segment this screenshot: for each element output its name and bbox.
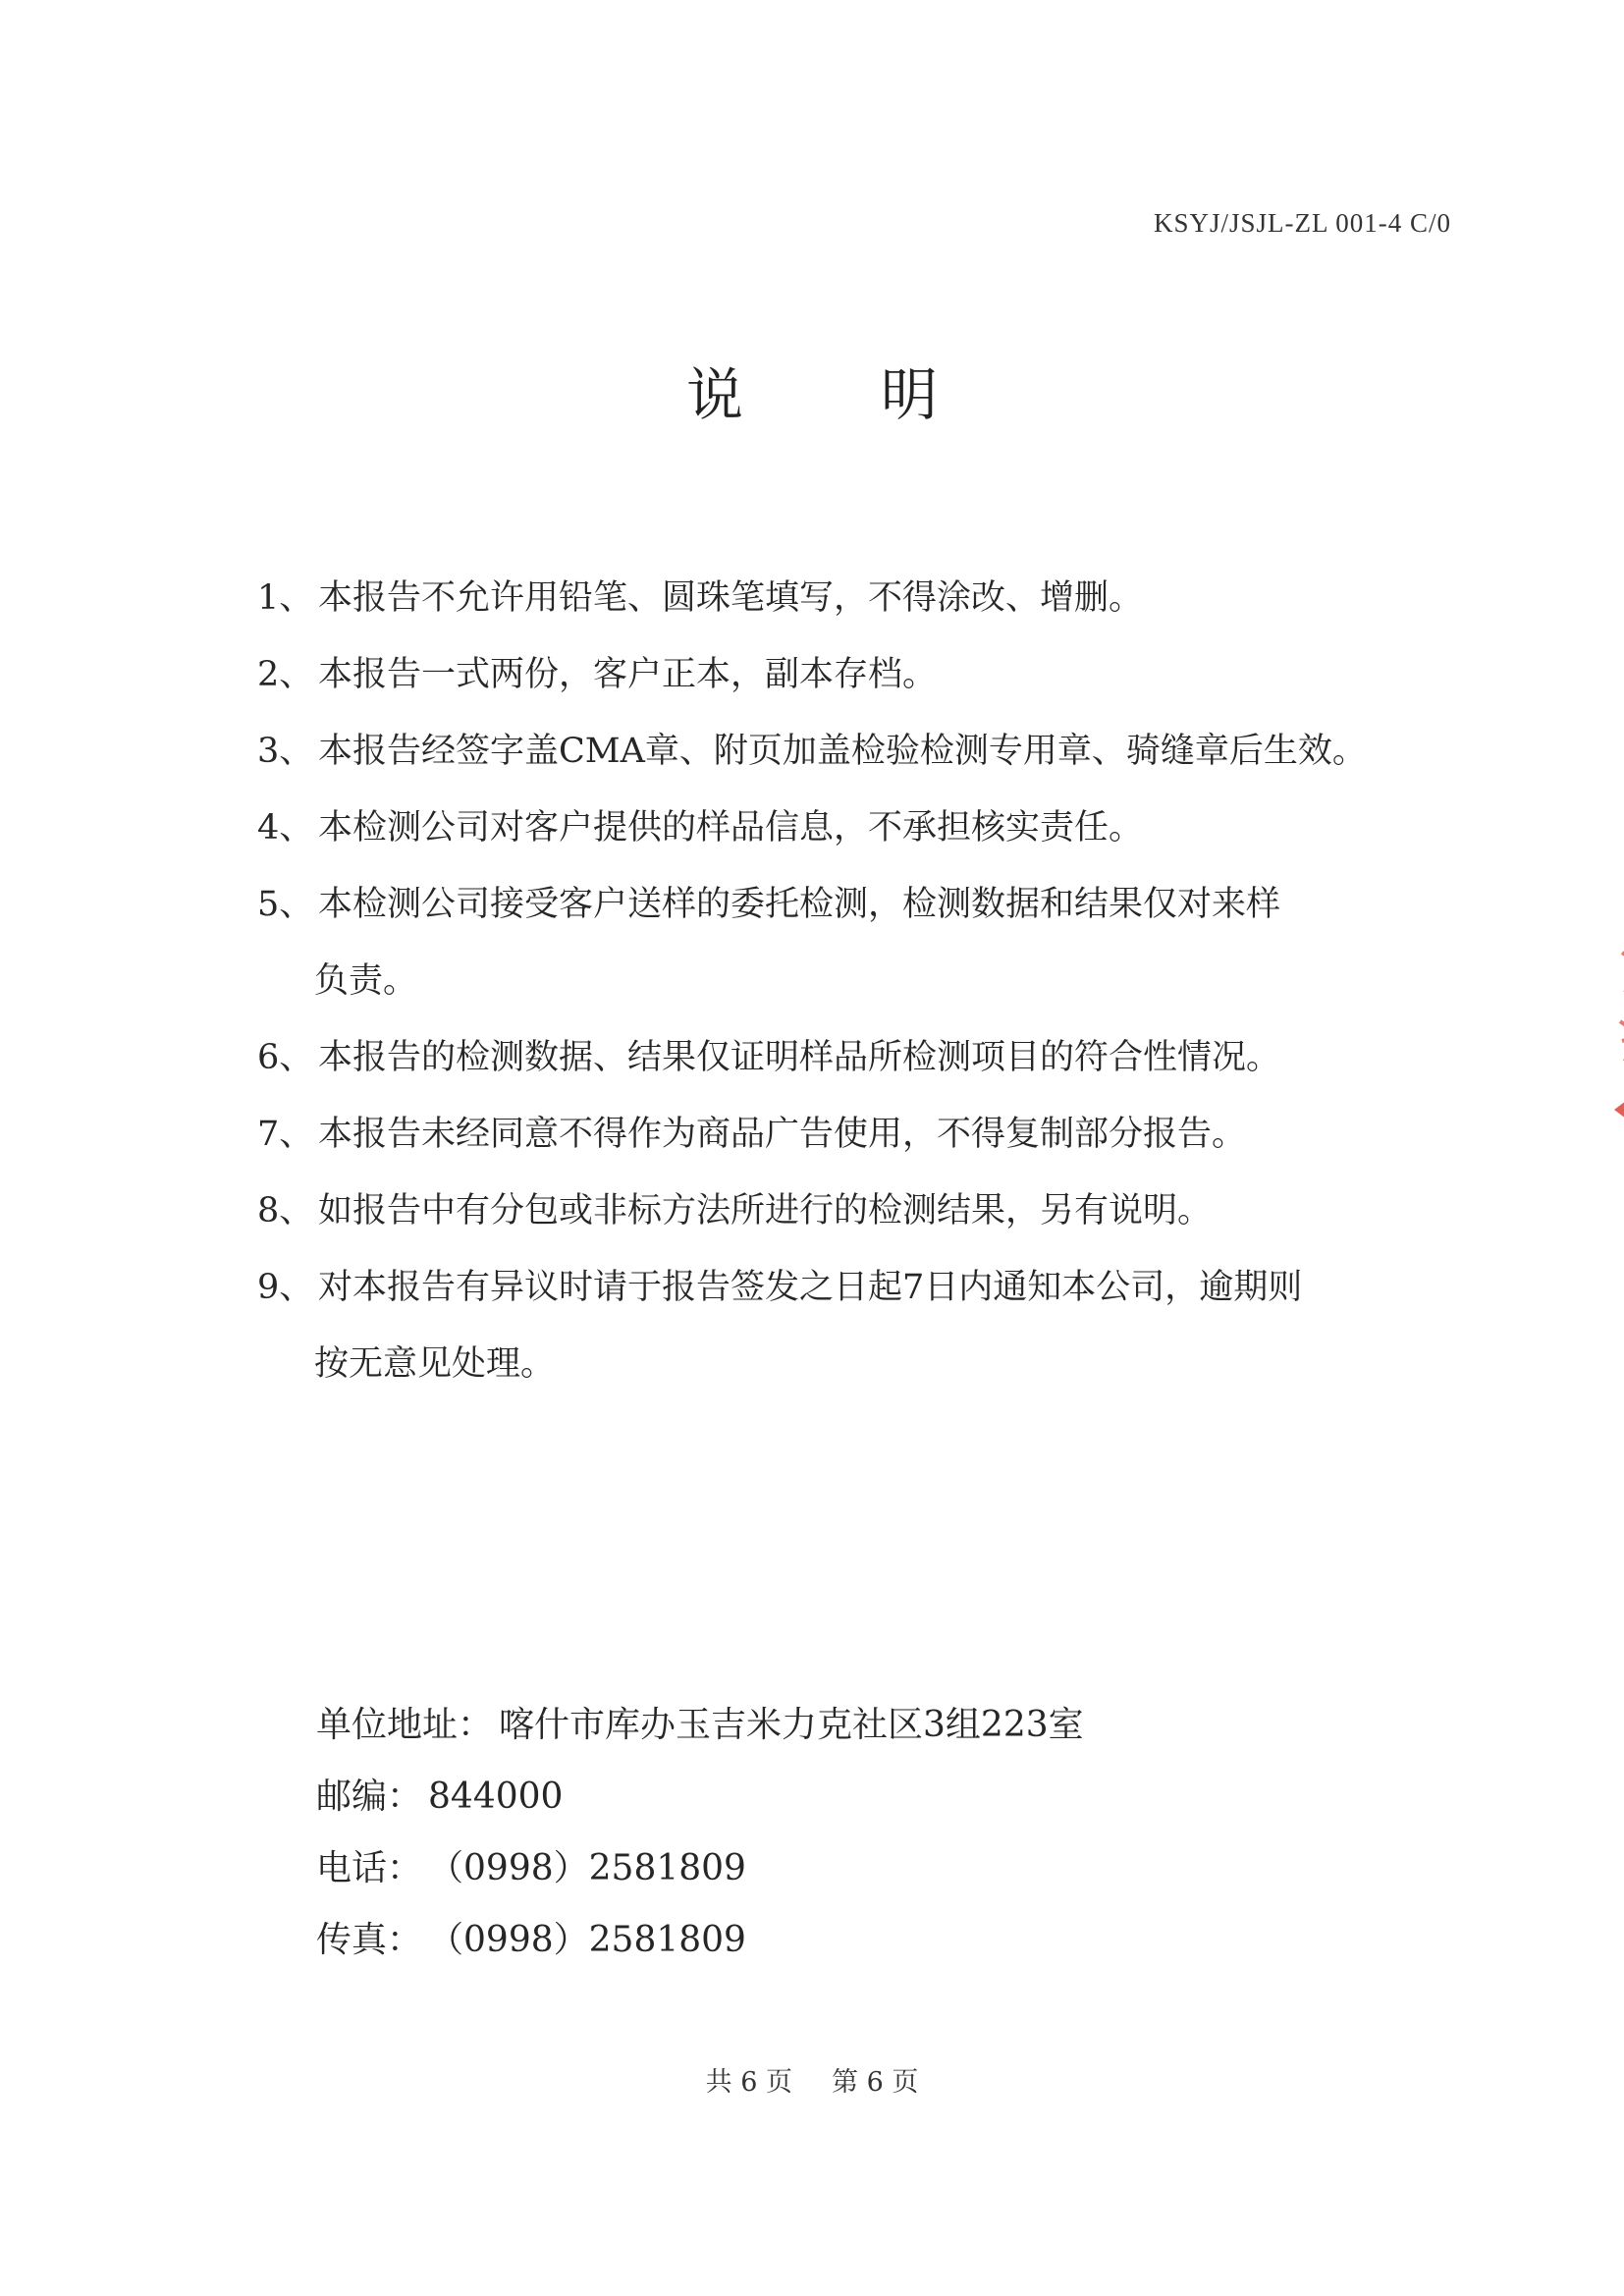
- current-page: 第 6 页: [832, 2067, 919, 2098]
- note-text: 本报告经签字盖CMA章、附页加盖检验检测专用章、骑缝章后生效。: [318, 732, 1367, 771]
- note-text: 本报告未经同意不得作为商品广告使用，不得复制部分报告。: [318, 1115, 1247, 1154]
- phone-value: （0998）2581809: [428, 1848, 746, 1888]
- page-footer: [0, 2060, 1624, 2099]
- note-item: [257, 1249, 1475, 1402]
- note-text: 本检测公司接受客户送样的委托检测，检测数据和结果仅对来样: [318, 885, 1281, 924]
- note-continuation: 负责。: [314, 961, 418, 1001]
- note-item: [257, 560, 1475, 636]
- note-item: [257, 1173, 1475, 1249]
- note-text: 对本报告有异议时请于报告签发之日起7日内通知本公司，逾期则: [318, 1268, 1303, 1307]
- contact-fax: [316, 1904, 1084, 1976]
- fax-label: 传真：: [316, 1920, 423, 1960]
- note-number: 1、: [257, 578, 314, 618]
- note-item: [257, 1096, 1475, 1173]
- note-number: 9、: [257, 1268, 314, 1307]
- note-item: [257, 866, 1475, 1019]
- fax-value: （0998）2581809: [428, 1920, 746, 1960]
- note-text: 本检测公司对客户提供的样品信息，不承担核实责任。: [318, 808, 1144, 847]
- address-label: 单位地址：: [316, 1705, 494, 1745]
- contact-info: [316, 1689, 1084, 1976]
- seam-seal-fragment-icon: [1565, 884, 1624, 1159]
- note-text: 本报告一式两份，客户正本，副本存档。: [318, 655, 938, 694]
- notes-list: [257, 560, 1475, 1402]
- postcode-value: 844000: [428, 1777, 564, 1817]
- total-pages: 共 6 页: [705, 2067, 792, 2098]
- address-value: 喀什市库办玉吉米力克社区3组223室: [499, 1705, 1084, 1745]
- note-text: 如报告中有分包或非标方法所进行的检测结果，另有说明。: [318, 1191, 1213, 1230]
- note-number: 3、: [257, 732, 314, 771]
- note-item: [257, 713, 1475, 790]
- phone-label: 电话：: [316, 1848, 423, 1888]
- contact-phone: [316, 1832, 1084, 1904]
- postcode-label: 邮编：: [316, 1777, 423, 1817]
- note-item: [257, 1019, 1475, 1096]
- note-text: 本报告的检测数据、结果仅证明样品所检测项目的符合性情况。: [318, 1038, 1281, 1077]
- note-number: 4、: [257, 808, 314, 847]
- note-number: 6、: [257, 1038, 314, 1077]
- note-number: 8、: [257, 1191, 314, 1230]
- note-continuation: 按无意见处理。: [314, 1344, 556, 1384]
- page-title: 说明: [685, 361, 1075, 428]
- note-text: 本报告不允许用铅笔、圆珠笔填写，不得涂改、增删。: [318, 578, 1144, 618]
- document-code: KSYJ/JSJL-ZL 001-4 C/0: [1153, 208, 1451, 238]
- note-number: 2、: [257, 655, 314, 694]
- note-item: [257, 790, 1475, 866]
- note-number: 7、: [257, 1115, 314, 1154]
- note-number: 5、: [257, 885, 314, 924]
- contact-postcode: [316, 1761, 1084, 1832]
- contact-address: [316, 1689, 1084, 1761]
- note-item: [257, 636, 1475, 713]
